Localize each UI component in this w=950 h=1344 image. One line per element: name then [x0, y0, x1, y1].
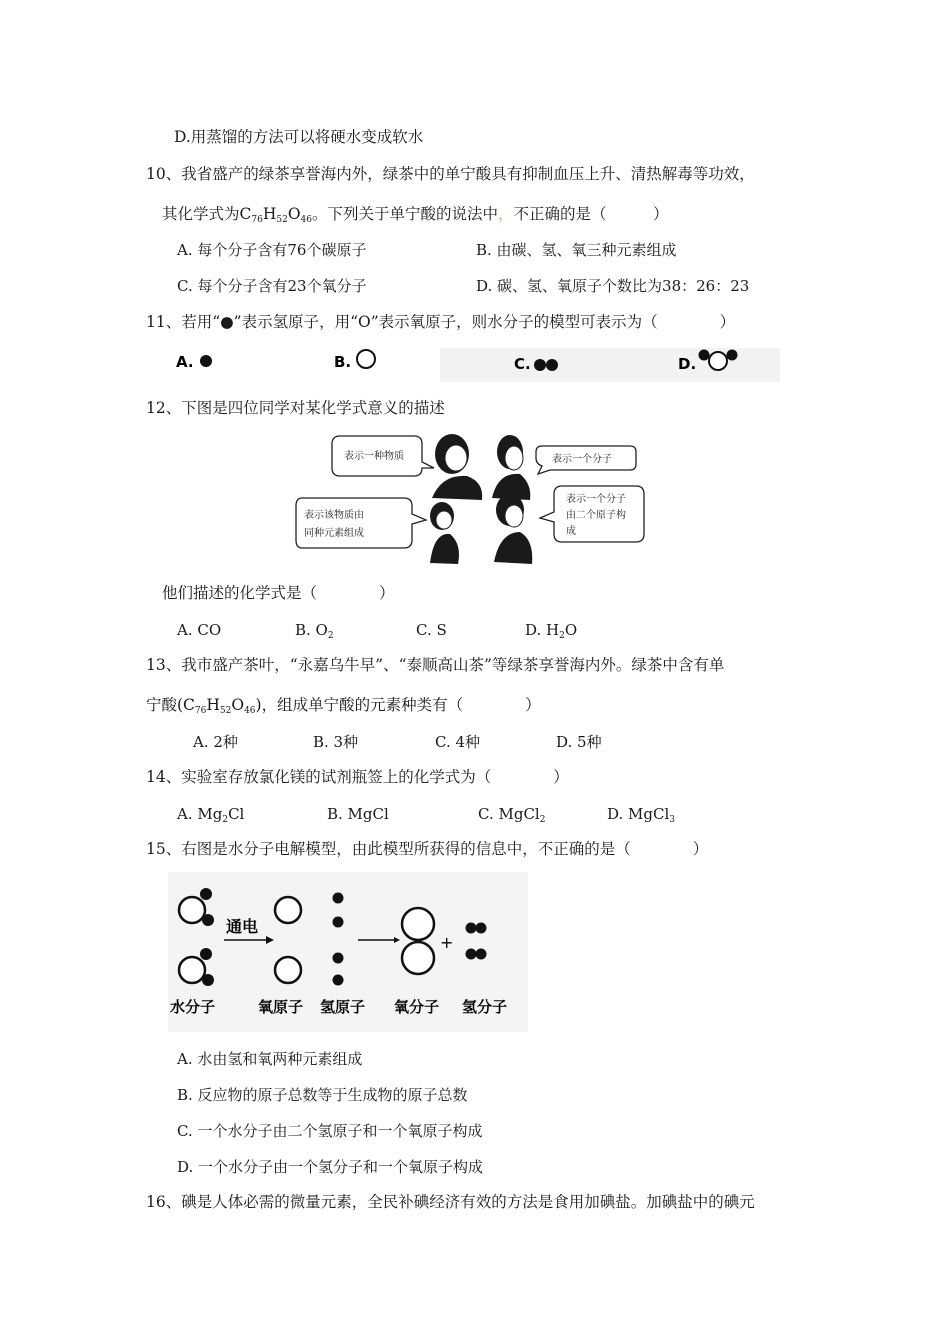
q10-stem-line2: 其化学式为$C_{76}H_{52}O_{46}$。下列关于单宁酸的说法中，不正确的是（ ）	[162, 205, 669, 225]
q14-stem: 14、实验室存放氯化镁的试剂瓶签上的化学式为（ ）	[146, 768, 569, 786]
q11-option-d-atom2	[709, 352, 727, 370]
bubble-1-text: 表示一种物质	[344, 451, 404, 462]
q13-stem-line1: 13、我市盛产茶叶，“永嘉乌牛早”、“泰顺高山茶”等绿茶享誉海内外。绿茶中含有单	[146, 656, 725, 674]
speech-bubble-3	[296, 498, 426, 548]
bubble-4-text-line1: 表示一个分子	[566, 494, 626, 505]
q10-option-c: C. 每个分子含有23个氧分子	[177, 277, 367, 295]
student-4-figure	[494, 494, 532, 564]
q12-option-b: B. $O_2$	[295, 621, 334, 641]
caption-water-molecule: 水分子	[170, 998, 216, 1016]
q12-students-figure	[292, 428, 652, 573]
caption-oxygen-atom: 氧原子	[258, 998, 304, 1016]
q13-option-a: A. 2种	[193, 733, 238, 751]
q13-option-b: B. 3种	[313, 733, 359, 751]
q12-stem: 12、下图是四位同学对某化学式意义的描述	[146, 399, 445, 417]
q14-option-c: C. MgCl$_2$	[478, 805, 546, 825]
q13-option-d: D. 5种	[556, 733, 602, 751]
q10-option-b: B. 由碳、氢、氧三种元素组成	[476, 241, 677, 259]
caption-hydrogen-molecule: 氢分子	[462, 998, 508, 1016]
q11-stem: 11、若用“●”表示氢原子，用“O”表示氧原子，则水分子的模型可表示为（ ）	[146, 313, 736, 331]
q10-stem-line1: 10、我省盛产的绿茶享誉海内外，绿茶中的单宁酸具有抑制血压上升、清热解毒等功效，	[146, 165, 755, 183]
q10-option-d: D. 碳、氢、氧原子个数比为38：26：23	[476, 277, 750, 295]
q14-option-d: D. MgCl$_3$	[607, 805, 675, 825]
bubble-4-text-line2: 由二个原子构	[566, 510, 626, 521]
q11-label-a: A.	[176, 353, 194, 371]
student-3-figure	[430, 502, 459, 564]
q11-option-c-atom1	[534, 359, 546, 371]
q15-option-a: A. 水由氢和氧两种元素组成	[177, 1050, 363, 1068]
q12-option-c: C. S	[416, 621, 447, 639]
q14-option-b: B. MgCl	[327, 805, 389, 823]
q9-option-d: D.用蒸馏的方法可以将硬水变成软水	[174, 128, 424, 146]
q15-stem: 15、右图是水分子电解模型，由此模型所获得的信息中，不正确的是（ ）	[146, 840, 709, 858]
q12-option-a: A. CO	[177, 621, 222, 639]
q11-option-b-model	[357, 350, 375, 368]
q11-option-c-atom2	[546, 359, 558, 371]
q11-model-options	[170, 340, 780, 384]
bubble-2-text: 表示一个分子	[552, 454, 612, 465]
plus-sign: +	[440, 933, 454, 952]
bubble-3-text-line1: 表示该物质由	[304, 510, 364, 521]
hydrogen-atom-2	[333, 917, 344, 928]
caption-hydrogen-atom: 氢原子	[320, 998, 366, 1016]
bubble-4-text-line3: 成	[566, 526, 576, 537]
q15-option-d: D. 一个水分子由一个氢分子和一个氧原子构成	[177, 1158, 484, 1176]
q13-stem-line2: 宁酸$(C_{76}H_{52}O_{46})$，组成单宁酸的元素种类有（ ）	[146, 696, 541, 716]
q15-option-b: B. 反应物的原子总数等于生成物的原子总数	[177, 1086, 468, 1104]
hydrogen-atom-1	[333, 893, 344, 904]
q15-option-c: C. 一个水分子由二个氢原子和一个氧原子构成	[177, 1122, 483, 1140]
oxygen-atom-2	[275, 957, 301, 983]
q11-label-c: C.	[514, 355, 531, 373]
hydrogen-atom-4	[333, 975, 344, 986]
electrolysis-arrow-label: 通电	[226, 917, 259, 936]
q11-label-b: B.	[334, 353, 352, 371]
q11-option-a-model	[200, 355, 212, 367]
q15-electrolysis-diagram	[168, 872, 528, 1032]
hydrogen-atom-3	[333, 953, 344, 964]
q13-option-c: C. 4种	[435, 733, 481, 751]
oxygen-atom-1	[275, 897, 301, 923]
q14-option-a: A. $Mg_2Cl$	[177, 805, 245, 825]
q12-ask: 他们描述的化学式是（ ）	[162, 584, 395, 602]
q11-label-d: D.	[678, 355, 697, 373]
q10-option-a: A. 每个分子含有76个碳原子	[177, 241, 367, 259]
q16-stem-line1: 16、碘是人体必需的微量元素，全民补碘经济有效的方法是食用加碘盐。加碘盐中的碘元	[146, 1193, 755, 1211]
q12-option-d: D. $H_2O$	[525, 621, 578, 641]
q11-option-d-atom1	[699, 350, 710, 361]
q10-formula: $C_{76}H_{52}O_{46}$	[239, 205, 312, 225]
bubble-3-text-line2: 同种元素组成	[304, 528, 364, 539]
caption-oxygen-molecule: 氧分子	[394, 998, 440, 1016]
student-1-figure	[432, 434, 482, 500]
student-2-figure	[492, 435, 530, 500]
q11-option-d-atom3	[727, 350, 738, 361]
